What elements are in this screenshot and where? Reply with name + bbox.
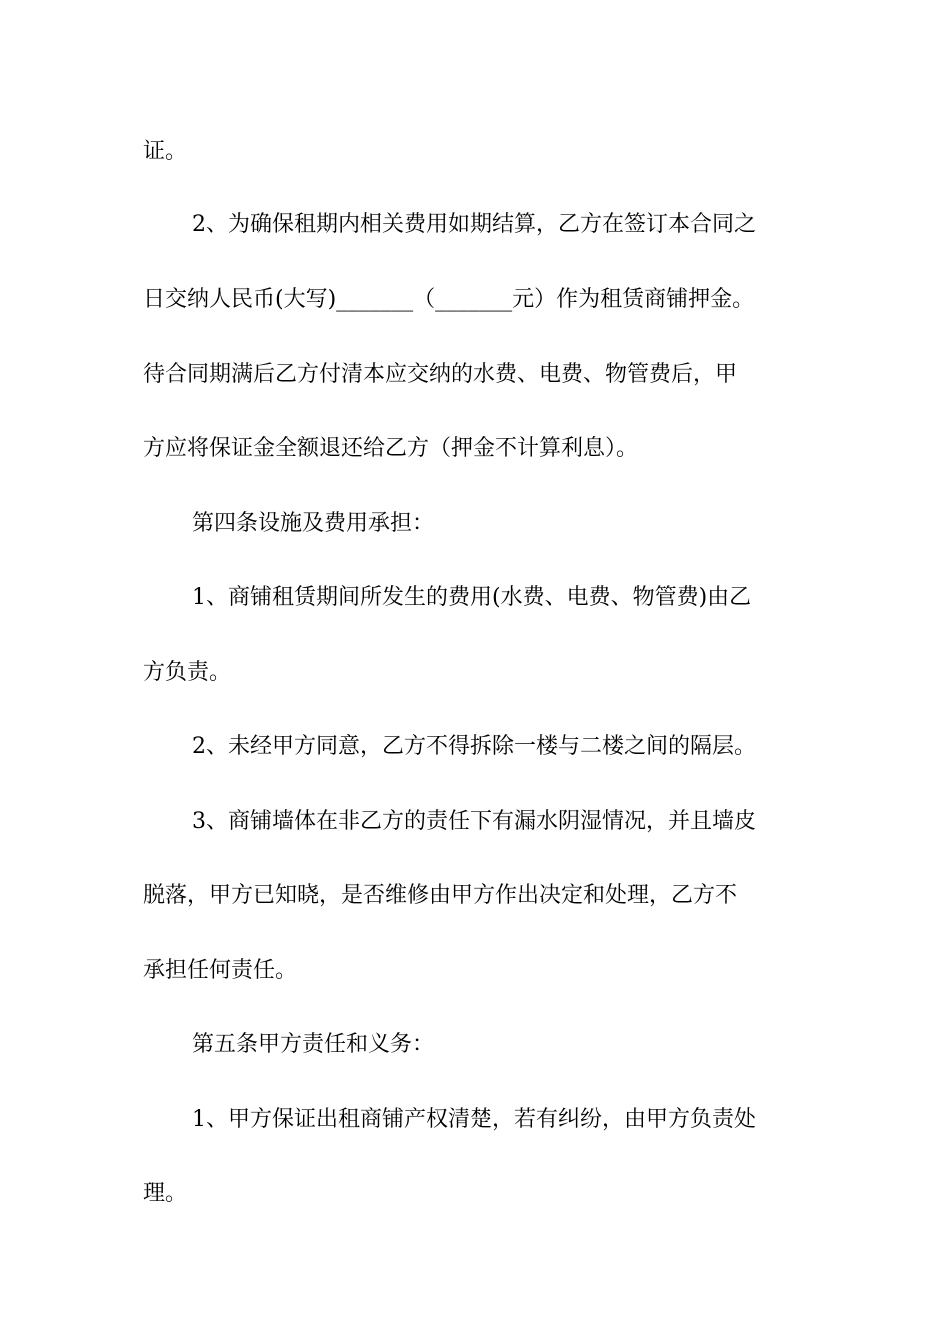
text-line: 2、未经甲方同意，乙方不得拆除一楼与二楼之间的隔层。 (192, 734, 756, 759)
text-line: 1、商铺租赁期间所发生的费用(水费、电费、物管费)由乙 (192, 585, 752, 610)
text-line: 承担任何责任。 (143, 958, 298, 983)
text-line: 证。 (143, 139, 188, 164)
text-line: 待合同期满后乙方付清本应交纳的水费、电费、物管费后，甲 (143, 362, 738, 387)
text-line: 1、甲方保证出租商铺产权清楚，若有纠纷，由甲方负责处 (192, 1107, 756, 1132)
section-heading: 第四条设施及费用承担： (192, 511, 435, 536)
text-line: 2、为确保租期内相关费用如期结算，乙方在签订本合同之 (192, 212, 756, 237)
text-line: 日交纳人民币(大写)_______（_______元）作为租赁商铺押金。 (143, 287, 755, 312)
text-line: 方负责。 (143, 660, 232, 685)
text-line: 理。 (143, 1181, 188, 1206)
section-heading: 第五条甲方责任和义务： (192, 1032, 435, 1057)
text-line: 3、商铺墙体在非乙方的责任下有漏水阴湿情况，并且墙皮 (192, 809, 756, 834)
text-line: 方应将保证金全额退还给乙方（押金不计算利息）。 (143, 436, 639, 461)
text-line: 脱落，甲方已知晓，是否维修由甲方作出决定和处理，乙方不 (143, 883, 738, 908)
